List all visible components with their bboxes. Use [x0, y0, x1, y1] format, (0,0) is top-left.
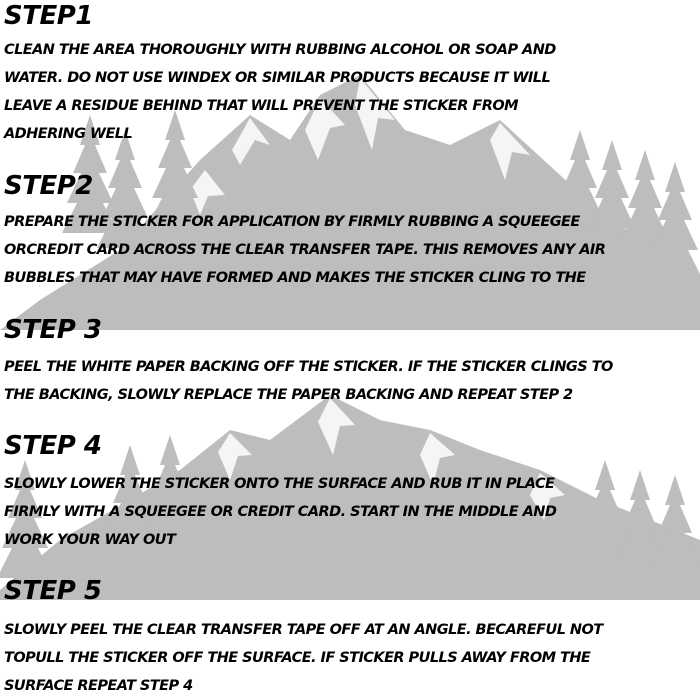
step-1-line-1: CLEAN THE AREA THOROUGHLY WITH RUBBING ALCOHOL OR SOAP AND [4, 42, 556, 58]
step-5-line-1: SLOWLY PEEL THE CLEAR TRANSFER TAPE OFF AT AN ANGLE. BECAREFUL NOT [4, 622, 603, 638]
step-5-line-2: TOPULL THE STICKER OFF THE SURFACE. IF STICKER PULLS AWAY FROM THE [4, 650, 591, 666]
step-2-line-3: BUBBLES THAT MAY HAVE FORMED AND MAKES THE STICKER CLING TO THE [4, 270, 586, 286]
step-5-line-3: SURFACE REPEAT STEP 4 [4, 678, 193, 694]
step-4-line-2: FIRMLY WITH A SQUEEGEE OR CREDIT CARD. START IN THE MIDDLE AND [4, 504, 557, 520]
step-1-line-3: LEAVE A RESIDUE BEHIND THAT WILL PREVENT THE STICKER FROM [4, 98, 519, 114]
step-1-line-2: WATER. DO NOT USE WINDEX OR SIMILAR PRODUCTS BECAUSE IT WILL [4, 70, 551, 86]
step-3-line-2: THE BACKING, SLOWLY REPLACE THE PAPER BACKING AND REPEAT STEP 2 [4, 387, 573, 403]
step-4-line-1: SLOWLY LOWER THE STICKER ONTO THE SURFACE AND RUB IT IN PLACE [4, 476, 555, 492]
step-2-line-2: ORCREDIT CARD ACROSS THE CLEAR TRANSFER TAPE. THIS REMOVES ANY AIR [4, 242, 606, 258]
step-5-instructions [4, 616, 698, 700]
step-3-title: STEP 3 [4, 315, 102, 345]
step-1-line-4: ADHERING WELL [4, 126, 133, 142]
step-5-title: STEP 5 [4, 576, 102, 606]
step-4-line-3: WORK YOUR WAY OUT [4, 532, 176, 548]
step-1-title: STEP1 [4, 1, 93, 31]
step-2-instructions [4, 208, 698, 292]
step-4-title: STEP 4 [4, 431, 102, 461]
step-2-line-1: PREPARE THE STICKER FOR APPLICATION BY FIRMLY RUBBING A SQUEEGEE [4, 214, 580, 230]
step-4-instructions [4, 470, 698, 554]
step-1-instructions [4, 36, 698, 148]
step-2-title: STEP2 [4, 171, 93, 201]
step-3-line-1: PEEL THE WHITE PAPER BACKING OFF THE STICKER. IF THE STICKER CLINGS TO [4, 359, 613, 375]
step-3-instructions [4, 353, 698, 409]
